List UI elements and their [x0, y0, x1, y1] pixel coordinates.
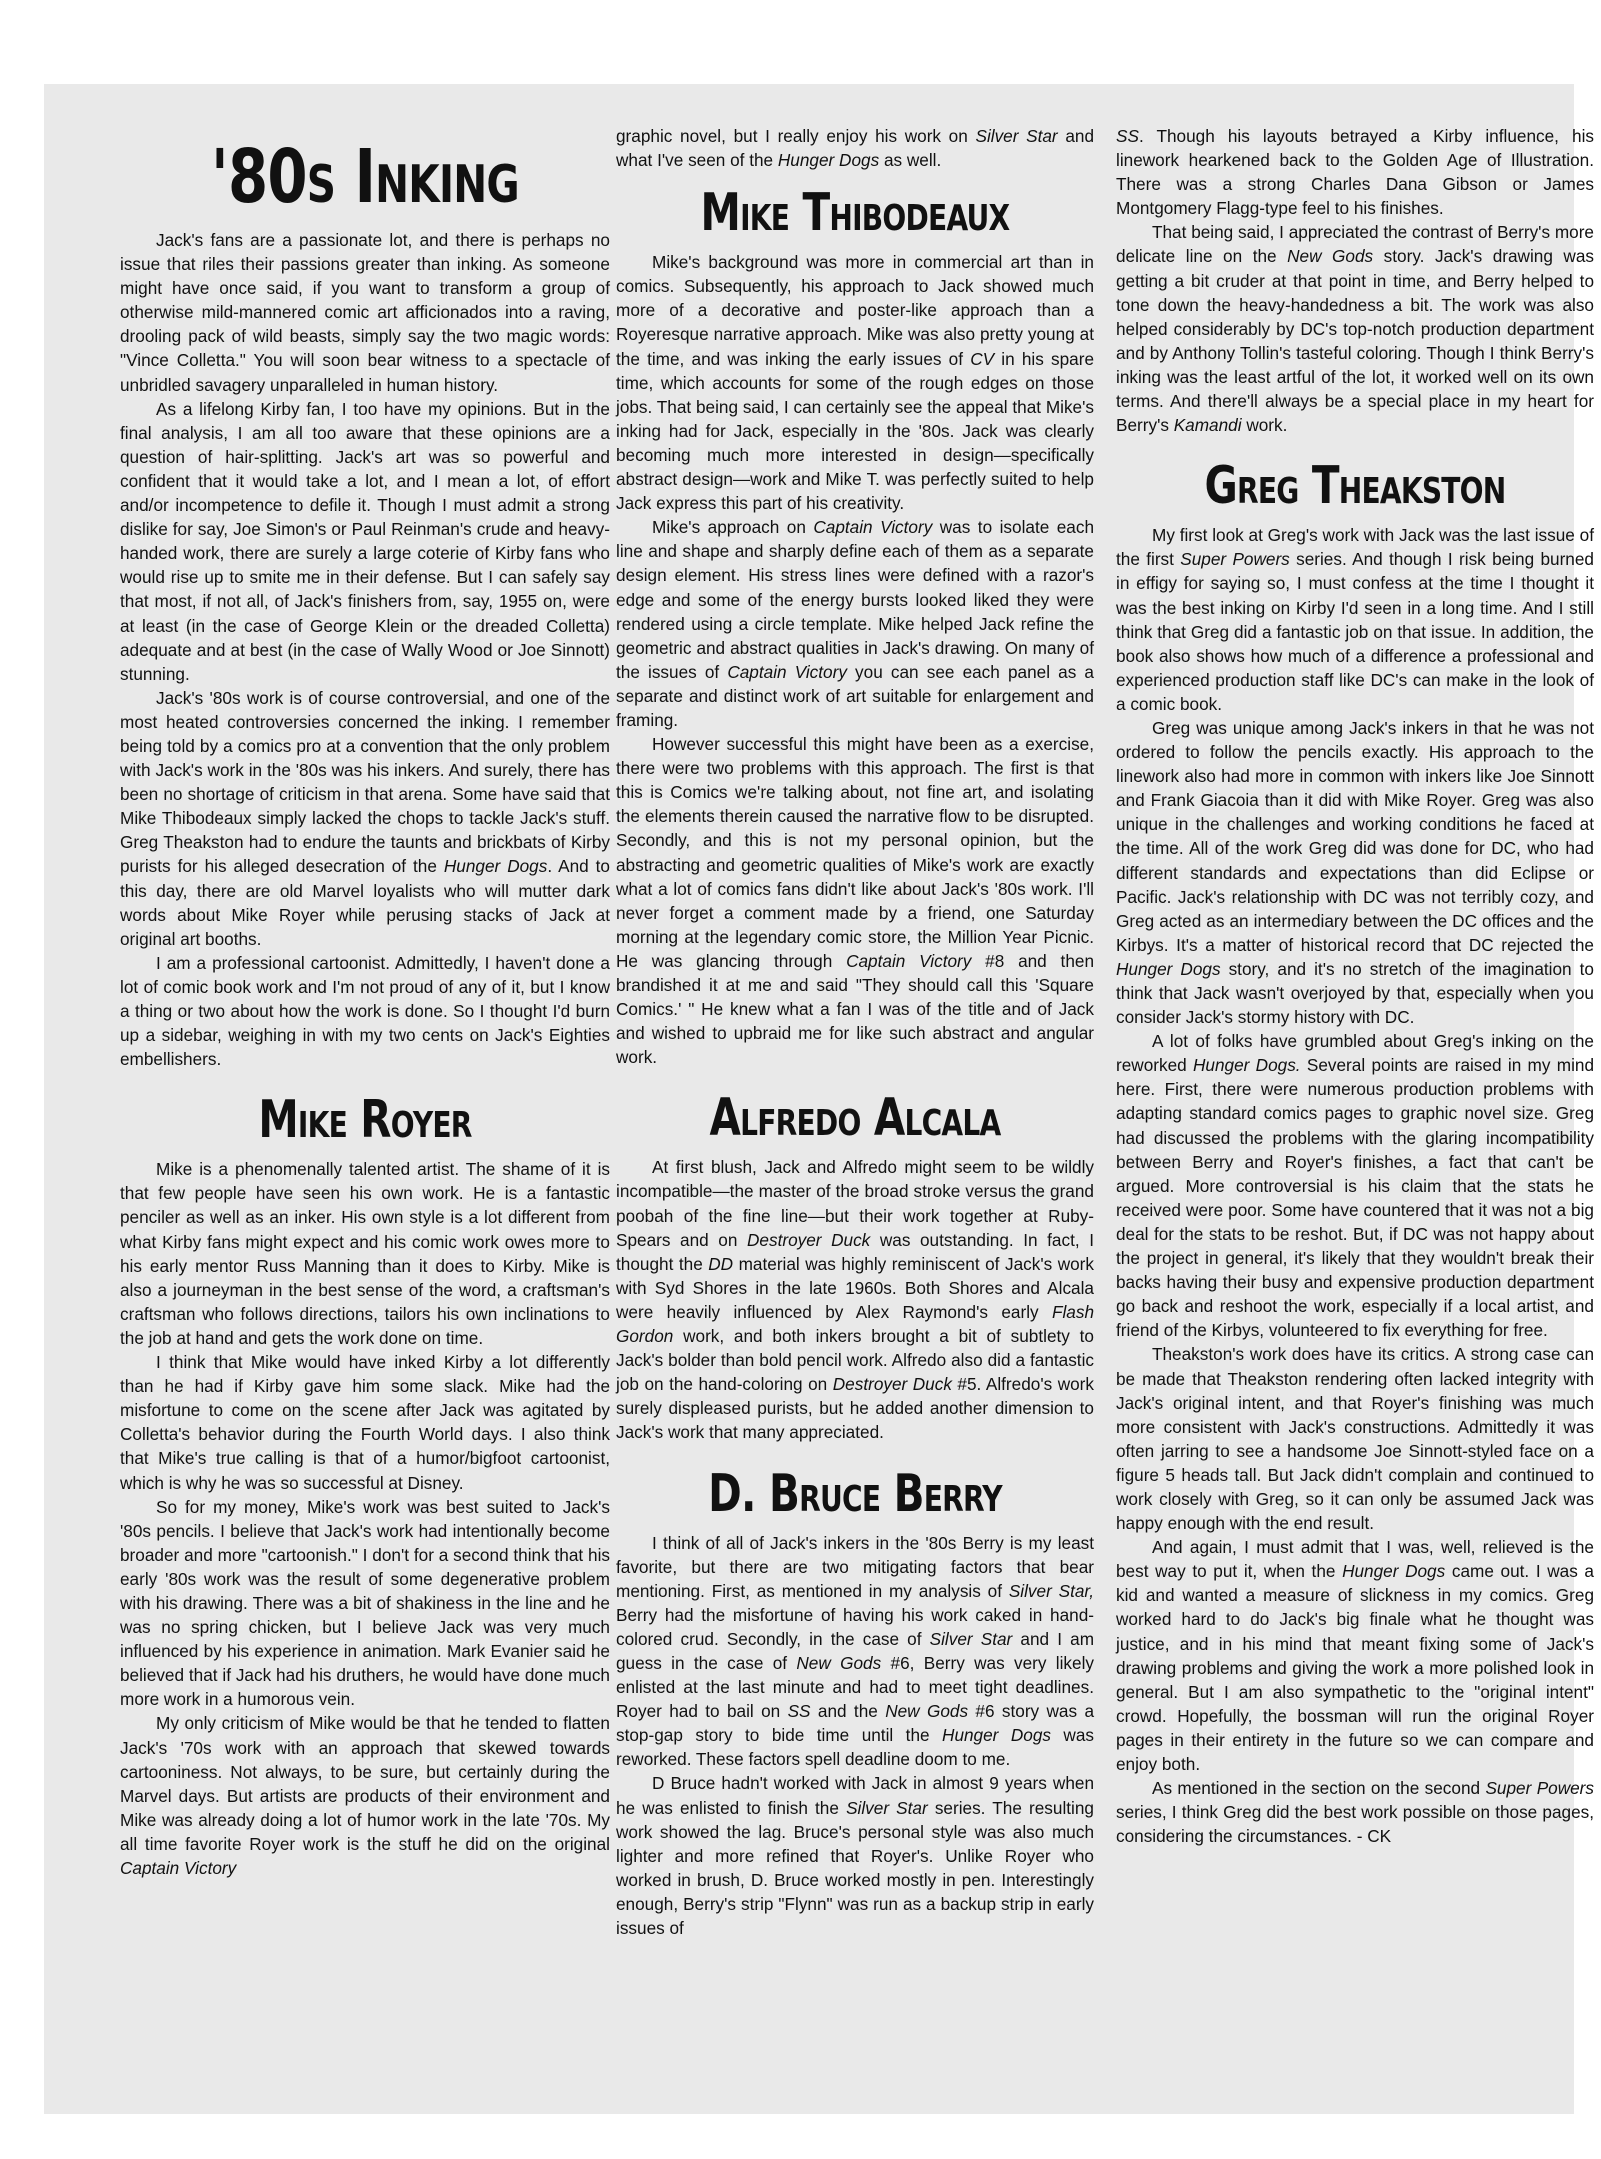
paragraph: Mike is a phenomenally talented artist. The shame of it is that few people have seen his own work. He is a fantastic penciler as well as an inker. His own style is a lot different from what Kirby fans might expect and his comic work owes more to his early mentor Russ Manning than it does to Kirby. Mike is also a journeyman in the best sense of the word, a craftsman's craftsman who follows directions, tailors his own inclinations to the job at hand and gets the work done on time. [120, 1159, 610, 1348]
paragraph: I am a professional cartoonist. Admittedly, I haven't done a lot of comic book work and I'm not proud of any of it, but I know a thing or two about how the work is done. So I thought I'd burn up a sidebar, weighing in with my two cents on Jack's Eighties embellishers. [120, 952, 610, 1070]
paragraph: As a lifelong Kirby fan, I too have my opinions. But in the final analysis, I am all too aware that these opinions are a question of hair-splitting. Jack's art was so powerful and confident that it would take a lot, and I mean a lot, of effort and/or incompetence to defile it. Though I must admit a strong dislike for say, Joe Simon's or Paul Reinman's crude and heavy-handed work, there are surely a large coterie of Kirby fans who would rise up to smite me in their defense. But I can safely say that most, if not all, of Jack's finishers from, say, 1955 on, were at least (in the case of George Klein or the dreaded Colletta) adequate and at best (in the case of Wally Wood or Joe Sinnott) stunning. [120, 398, 610, 684]
paragraph: As mentioned in the section on the second Super Powers series, I think Greg did the best work possible on those pages, considering the circumstances. - CK [1116, 1778, 1594, 1847]
heading-alfredo-alcala: Alfredo Alcala [709, 1088, 1001, 1149]
paragraph: My first look at Greg's work with Jack was the last issue of the first Super Powers series. And though I risk being burned in effigy for saying so, I must confess at the time I thought it was the best inking on Kirby I'd seen in a long time. And I still think that Greg did a fantastic job on that issue. In addition, the book also shows how much of a difference a professional and experienced production staff like DC's can make in the look of a comic book. [1116, 525, 1594, 714]
heading-80s-inking: '80s Inking [211, 134, 519, 220]
paragraph-continued: graphic novel, but I really enjoy his work on Silver Star and what I've seen of the Hunger Dogs as well. [616, 126, 1095, 171]
paragraph: So for my money, Mike's work was best suited to Jack's '80s pencils. I believe that Jack's work had intentionally become broader and more "cartoonish." I don't for a second think that his early '80s work was the result of some degenerative problem with his drawing. There was a bit of shakiness in the line and he was no spring chicken, but I believe Jack was very much influenced by his experience in animation. Mark Evanier said he believed that if Jack had his druthers, he would have done much more work in a humorous vein. [120, 1496, 610, 1710]
column-2 [616, 124, 1094, 1940]
paragraph: Greg was unique among Jack's inkers in that he was not ordered to follow the pencils exactly. His approach to the linework also had more in common with inkers like Joe Sinnott and Frank Giacoia than it did with Mike Royer. Greg was also unique in the challenges and working conditions he faced at the time. All of the work Greg did was done for DC, who had different standards and expectations than did Eclipse or Pacific. Jack's relationship with DC was not terribly cozy, and Greg acted as an intermediary between the DC offices and the Kirbys. It's a matter of historical record that DC rejected the Hunger Dogs story, and it's no stretch of the imagination to think that Jack wasn't overjoyed by that, especially when you consider Jack's stormy history with DC. [1116, 717, 1594, 1028]
heading-mike-royer: Mike Royer [258, 1090, 472, 1151]
heading-greg-theakston: Greg Theakston [1204, 456, 1506, 517]
paragraph: However successful this might have been as a exercise, there were two problems with this approach. The first is that this is Comics we're talking about, not fine art, and isolating the elements therein caused the narrative flow to be disrupted. Secondly, and this is not my personal opinion, but the abstracting and geometric qualities of Mike's work are exactly what a lot of comics fans didn't like about Jack's '80s work. I'll never forget a comment made by a friend, one Saturday morning at the legendary comic store, the Million Year Picnic. He was glancing through Captain Victory #8 and then brandished it at me and said "They should call this 'Square Comics.' " He knew what a fan I was of the title and of Jack and wished to upbraid me for like such abstract and angular work. [616, 734, 1094, 1068]
paragraph: I think that Mike would have inked Kirby a lot differently than he had if Kirby gave him some slack. Mike had the misfortune to come on the scene after Jack was agitated by Colletta's behavior during the Fourth World days. I also think that Mike's true calling is that of a humor/bigfoot cartoonist, which is why he was so successful at Disney. [120, 1352, 610, 1493]
paragraph: And again, I must admit that I was, well, relieved is the best way to put it, when the Hunger Dogs came out. I was a kid and wanted a measure of slickness in my comics. Greg worked hard to do Jack's big finale what he thought was justice, and in his mind that meant fixing some of Jack's drawing problems and giving the work a more polished look in general. But I am also sympathetic to the "original intent" crowd. Hopefully, the bossman will run the original Royer pages in their entirety in the future so we can compare and enjoy both. [1116, 1537, 1594, 1774]
paragraph: I think of all of Jack's inkers in the '80s Berry is my least favorite, but there are two mitigating factors that bear mentioning. First, as mentioned in my analysis of Silver Star, Berry had the misfortune of having his work caked in hand-colored crud. Secondly, in the case of Silver Star and I am guess in the case of New Gods #6, Berry was very likely enlisted at the last minute and had to meet tight deadlines. Royer had to bail on SS and the New Gods #6 story was a stop-gap story to bide time until the Hunger Dogs was reworked. These factors spell deadline doom to me. [616, 1532, 1095, 1770]
paragraph: D Bruce hadn't worked with Jack in almost 9 years when he was enlisted to finish the Silver Star series. The resulting work showed the lag. Bruce's personal style was also much lighter and more refined that Royer's. Unlike Royer who worked in brush, D. Bruce worked mostly in pen. Interestingly enough, Berry's strip "Flynn" was run as a backup strip in early issues of [616, 1773, 1094, 1938]
paragraph: Theakston's work does have its critics. A strong case can be made that Theakston rendering often lacked integrity with Jack's original intent, and that Royer's finishing was much more consistent with Jack's constructions. Admittedly it was often jarring to see a handsome Joe Sinnott-styled face on a figure 5 heads tall. But Jack didn't complain and continued to work closely with Greg, so it can only be assumed Jack was happy enough with the end result. [1116, 1344, 1594, 1534]
page-sheet [44, 84, 1595, 2114]
column-1 [120, 124, 610, 1880]
paragraph-continued: SS. Though his layouts betrayed a Kirby influence, his linework hearkened back to the Golden Age of Illustration. There was a strong Charles Dana Gibson or James Montgomery Flagg-type feel to his finishes. [1116, 126, 1594, 219]
paragraph: That being said, I appreciated the contrast of Berry's more delicate line on the New Gods story. Jack's drawing was getting a bit cruder at that point in time, and Berry helped to tone down the heavy-handedness a bit. The work was also helped considerably by DC's top-notch production department and by Anthony Tollin's tasteful coloring. Though I think Berry's inking was the least artful of the lot, it worked well on its own terms. And there'll always be a special place in my heart for Berry's Kamandi work. [1116, 222, 1594, 436]
paragraph: My only criticism of Mike would be that he tended to flatten Jack's '70s work with an approach that skewed towards cartooniness. Not always, to be sure, but certainly during the Marvel days. But artists are products of their environment and Mike was already doing a lot of humor work in the late '70s. My all time favorite Royer work is the stuff he did on the original Captain Victory [120, 1713, 610, 1878]
paragraph: A lot of folks have grumbled about Greg's inking on the reworked Hunger Dogs. Several points are raised in my mind here. First, there were numerous production problems with adapting standard comics pages to graphic novel size. Greg had discussed the problems with the glaring incompatibility between Berry and Royer's finishes, a fact that can't be argued. More controversial is his claim that the stats he received were poor. Some have countered that it was not a big deal for the stats to be reshot. But, if DC was not happy about the project in general, it's likely that they wouldn't break their backs having their busy and expensive production department go back and reshoot the work, especially if a local artist, and friend of the Kirbys, volunteered to fix everything for free. [1116, 1031, 1595, 1341]
heading-mike-thibodeaux: Mike Thibodeaux [700, 183, 1010, 244]
paragraph: Mike's background was more in commercial art than in comics. Subsequently, his approach to Jack showed much more of a decorative and poster-like approach than a Royeresque narrative approach. Mike was also pretty young at the time, and was inking the early issues of CV in his spare time, which accounts for some of the rough edges on those jobs. That being said, I can certainly see the appeal that Mike's inking had for Jack, especially in the '80s. Jack was clearly becoming much more interested in design—specifically abstract design—work and Mike T. was perfectly suited to help Jack express this part of his creativity. [616, 252, 1095, 514]
paragraph: Jack's '80s work is of course controversial, and one of the most heated controversies concerned the inking. I remember being told by a comics pro at a convention that the only problem with Jack's work in the '80s was his inkers. And surely, there has been no shortage of criticism in that arena. Some have said that Mike Thibodeaux simply lacked the chops to tackle Jack's stuff. Greg Theakston had to endure the taunts and brickbats of Kirby purists for his alleged desecration of the Hunger Dogs. And to this day, there are old Marvel loyalists who will mutter dark words about Mike Royer while perusing stacks of Jack at original art booths. [120, 687, 610, 949]
heading-d-bruce-berry: D. Bruce Berry [708, 1463, 1002, 1524]
column-3 [1116, 124, 1594, 1848]
paragraph: At first blush, Jack and Alfredo might seem to be wildly incompatible—the master of the broad stroke versus the grand poobah of the fine line—but their work together at Ruby-Spears and on Destroyer Duck was outstanding. In fact, I thought the DD material was highly reminiscent of Jack's work with Syd Shores in the late 1960s. Both Shores and Alcala were heavily influenced by Alex Raymond's early Flash Gordon work, and both inkers brought a bit of subtlety to Jack's bolder than bold pencil work. Alfredo also did a fantastic job on the hand-coloring on Destroyer Duck #5. Alfredo's work surely displeased purists, but he added another dimension to Jack's work that many appreciated. [616, 1157, 1095, 1443]
paragraph: Jack's fans are a passionate lot, and there is perhaps no issue that riles their passions greater than inking. As someone might have once said, if you want to transform a group of otherwise mild-mannered comic art afficionados into a raving, drooling pack of wild beasts, simply say the two magic words: "Vince Colletta." You will soon bear witness to a spectacle of unbridled savagery unparalleled in human history. [120, 230, 610, 395]
paragraph: Mike's approach on Captain Victory was to isolate each line and shape and sharply define each of them as a separate design element. His stress lines were defined with a razor's edge and some of the energy bursts looked liked they were rendered using a circle template. Mike helped Jack refine the geometric and abstract qualities in Jack's drawing. On many of the issues of Captain Victory you can see each panel as a separate and distinct work of art suitable for enlargement and framing. [616, 517, 1095, 730]
